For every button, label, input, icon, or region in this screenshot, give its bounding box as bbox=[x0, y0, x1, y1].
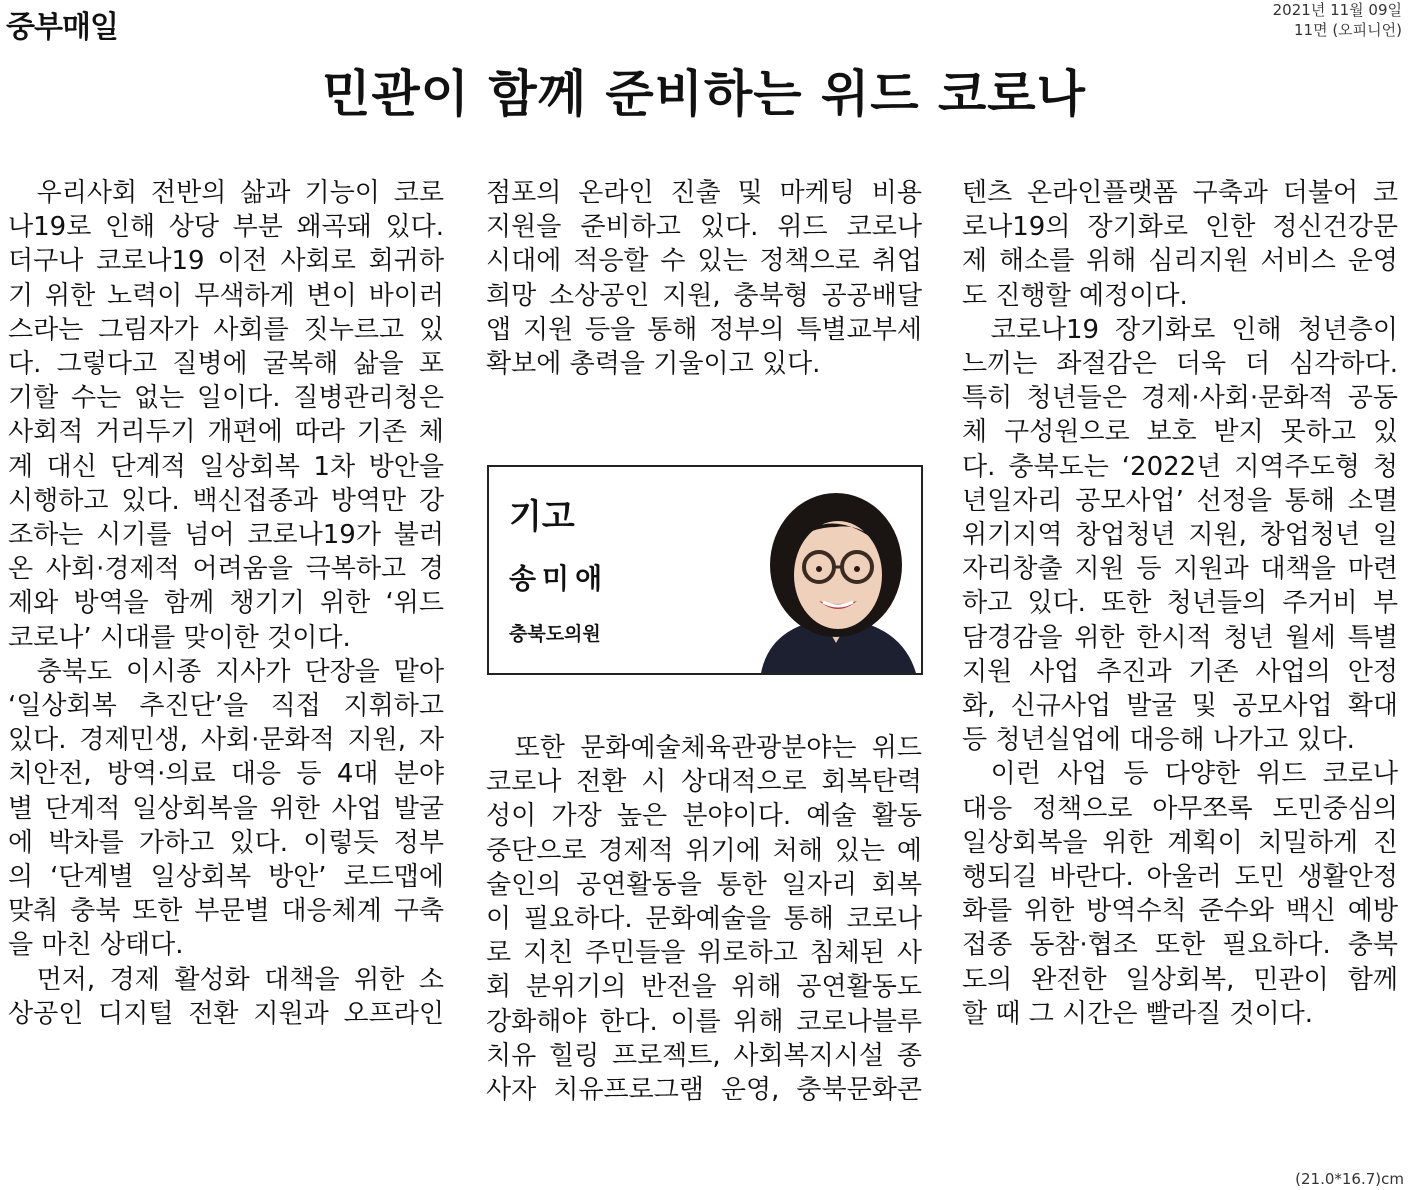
text-line: 제 해소를 위해 심리지원 서비스 운영 bbox=[962, 246, 1398, 277]
article-column-3 bbox=[962, 176, 1398, 1031]
author-photo bbox=[751, 483, 921, 673]
contributor-box bbox=[487, 465, 923, 675]
text-line: 더구나 코로나19 이전 사회로 회귀하 bbox=[8, 246, 444, 277]
article-column-2-top bbox=[486, 176, 922, 381]
text-line: 충북도 이시종 지사가 단장을 맡아 bbox=[36, 656, 444, 687]
publication-meta bbox=[1273, 0, 1402, 40]
text-line: 코로나19 장기화로 인해 청년층이 bbox=[990, 314, 1398, 345]
text-line: ‘일상회복 추진단’을 직접 지휘하고 bbox=[8, 691, 444, 722]
text-line: 치안전, 방역·의료 대응 등 4대 분야 bbox=[8, 759, 444, 790]
text-line: 기 위한 노력이 무색하게 변이 바이러 bbox=[8, 280, 444, 311]
text-line: 이 필요하다. 문화예술을 통해 코로나 bbox=[486, 904, 922, 935]
newspaper-masthead: 중부매일 bbox=[6, 10, 118, 45]
text-line: 조하는 시기를 넘어 코로나19가 불러 bbox=[8, 520, 444, 551]
text-line: 희망 소상공인 지원, 충북형 공공배달 bbox=[486, 280, 922, 311]
text-line: 술인의 공연활동을 통한 일자리 회복 bbox=[486, 869, 922, 900]
text-line: 등 청년실업에 대응해 나가고 있다. bbox=[962, 725, 1355, 756]
text-line: 화를 위한 방역수칙 준수와 백신 예방 bbox=[962, 896, 1398, 927]
text-line: 이런 사업 등 다양한 위드 코로나 bbox=[990, 759, 1398, 790]
text-line: 점포의 온라인 진출 및 마케팅 비용 bbox=[486, 178, 922, 208]
text-line: 스라는 그림자가 사회를 짓누르고 있 bbox=[8, 314, 444, 345]
text-line: 먼저, 경제 활성화 대책을 위한 소 bbox=[36, 964, 444, 995]
text-line: 하고 있다. 또한 청년들의 주거비 부 bbox=[962, 588, 1398, 619]
text-line: 화, 신규사업 발굴 및 공모사업 확대 bbox=[962, 691, 1398, 722]
text-line: 있다. 경제민생, 사회·문화적 지원, 자 bbox=[8, 725, 444, 756]
text-line: 도의 완전한 일상회복, 민관이 함께 bbox=[962, 964, 1398, 995]
article-column-2-bottom bbox=[486, 731, 922, 1107]
text-line: 지원을 준비하고 있다. 위드 코로나 bbox=[486, 212, 922, 243]
text-line: 확보에 총력을 기울이고 있다. bbox=[486, 349, 821, 380]
author-portrait-illustration bbox=[751, 483, 921, 673]
text-line: 또한 문화예술체육관광분야는 위드 bbox=[514, 733, 922, 763]
text-line: 로나19의 장기화로 인한 정신건강문 bbox=[962, 212, 1398, 243]
text-line: 느끼는 좌절감은 더욱 더 심각하다. bbox=[962, 349, 1398, 380]
text-line: 우리사회 전반의 삶과 기능이 코로 bbox=[36, 178, 444, 208]
text-line: 텐츠 온라인플랫폼 구축과 더불어 코 bbox=[962, 178, 1398, 208]
text-line: 로 지친 주민들을 위로하고 침체된 사 bbox=[486, 938, 922, 969]
article-column-1 bbox=[8, 176, 444, 1031]
page-info: 11면 (오피니언) bbox=[1293, 21, 1402, 39]
text-line: 별 단계적 일상회복을 위한 사업 발굴 bbox=[8, 793, 444, 824]
text-line: 기할 수는 없는 일이다. 질병관리청은 bbox=[8, 383, 444, 414]
text-line: 자리창출 지원 등 지원과 대책을 마련 bbox=[962, 554, 1398, 585]
text-line: 위기지역 창업청년 지원, 창업청년 일 bbox=[962, 520, 1398, 551]
text-line: 코로나 전환 시 상대적으로 회복탄력 bbox=[486, 767, 922, 798]
contribution-label: 기고 bbox=[509, 497, 575, 537]
text-line: 할 때 그 시간은 빨라질 것이다. bbox=[962, 998, 1313, 1029]
text-line: 을 마친 상태다. bbox=[8, 930, 184, 961]
text-line: 계 대신 단계적 일상회복 1차 방안을 bbox=[8, 451, 444, 482]
text-line: 사자 치유프로그램 운영, 충북문화콘 bbox=[486, 1075, 922, 1106]
text-line: 대응 정책으로 아무쪼록 도민중심의 bbox=[962, 793, 1398, 824]
text-line: 상공인 디지털 전환 지원과 오프라인 bbox=[8, 998, 444, 1029]
text-line: 시행하고 있다. 백신접종과 방역만 강 bbox=[8, 485, 444, 516]
text-line: 강화해야 한다. 이를 위해 코로나블루 bbox=[486, 1006, 922, 1037]
text-line: 담경감을 위한 한시적 청년 월세 특별 bbox=[962, 622, 1398, 653]
publication-date: 2021년 11월 09일 bbox=[1272, 1, 1402, 19]
text-line: 중단으로 경제적 위기에 처해 있는 예 bbox=[486, 835, 922, 866]
text-line: 일상회복을 위한 계획이 치밀하게 진 bbox=[962, 827, 1398, 858]
text-line: 특히 청년들은 경제·사회·문화적 공동 bbox=[962, 383, 1398, 414]
text-line: 접종 동참·협조 또한 필요하다. 충북 bbox=[962, 930, 1398, 961]
text-line: 년일자리 공모사업’ 선정을 통해 소멸 bbox=[962, 485, 1398, 516]
text-line: 나19로 인해 상당 부분 왜곡돼 있다. bbox=[8, 212, 444, 243]
text-line: 다. 충북도는 ‘2022년 지역주도형 청 bbox=[962, 451, 1398, 482]
text-line: 성이 가장 높은 분야이다. 예술 활동 bbox=[486, 801, 922, 832]
text-line: 온 사회·경제적 어려움을 극복하고 경 bbox=[8, 554, 444, 585]
article-headline: 민관이 함께 준비하는 위드 코로나 bbox=[322, 65, 1086, 123]
text-line: 치유 힐링 프로젝트, 사회복지시설 종 bbox=[486, 1040, 922, 1071]
clipping-size-note: (21.0*16.7)cm bbox=[1295, 1170, 1404, 1188]
text-line: 에 박차를 가하고 있다. 이렇듯 정부 bbox=[8, 827, 444, 858]
text-line: 맞춰 충북 또한 부문별 대응체계 구축 bbox=[8, 896, 444, 927]
text-line: 사회적 거리두기 개편에 따라 기존 체 bbox=[8, 417, 444, 448]
text-line: 체 구성원으로 보호 받지 못하고 있 bbox=[962, 417, 1398, 448]
text-line: 지원 사업 추진과 기존 사업의 안정 bbox=[962, 656, 1398, 687]
text-line: 회 분위기의 반전을 위해 공연활동도 bbox=[486, 972, 922, 1003]
text-line: 제와 방역을 함께 챙기기 위한 ‘위드 bbox=[8, 588, 444, 619]
text-line: 다. 그렇다고 질병에 굴복해 삶을 포 bbox=[8, 349, 444, 380]
text-line: 행되길 바란다. 아울러 도민 생활안정 bbox=[962, 862, 1398, 893]
text-line: 도 진행할 예정이다. bbox=[962, 280, 1188, 311]
text-line: 시대에 적응할 수 있는 정책으로 취업 bbox=[486, 246, 922, 277]
author-role: 충북도의원 bbox=[509, 623, 601, 645]
text-line: 코로나’ 시대를 맞이한 것이다. bbox=[8, 622, 351, 653]
text-line: 앱 지원 등을 통해 정부의 특별교부세 bbox=[486, 314, 922, 345]
text-line: 의 ‘단계별 일상회복 방안’ 로드맵에 bbox=[8, 862, 444, 893]
author-name: 송미애 bbox=[509, 562, 609, 595]
